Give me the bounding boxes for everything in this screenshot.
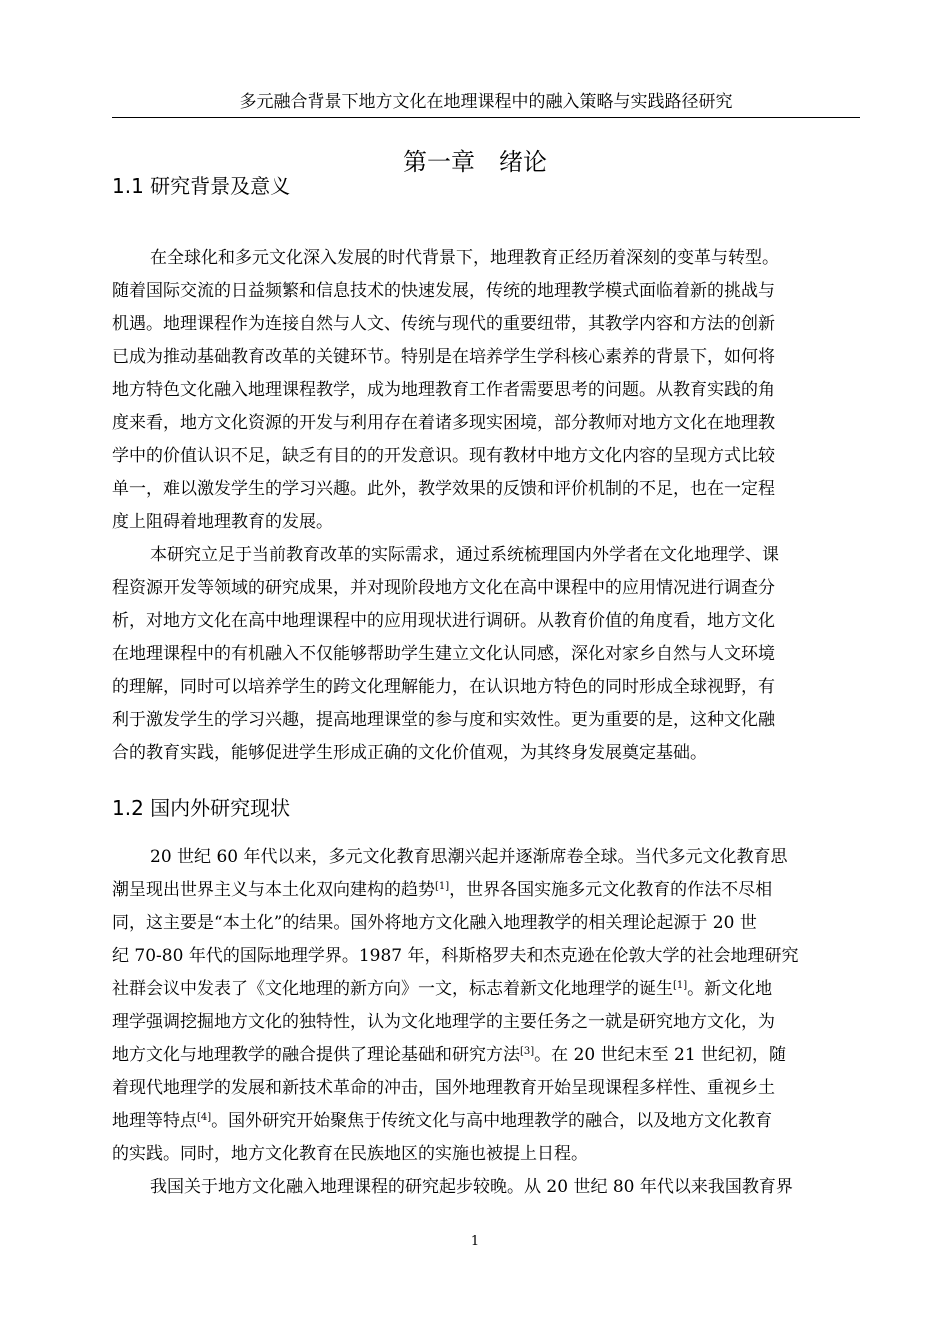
chapter-title: 第一章 绪论 <box>403 148 547 176</box>
text-line: 着现代地理学的发展和新技术革命的冲击，国外地理教育开始呈现课程多样性、重视乡土 <box>112 1078 775 1098</box>
text-line: 的实践。同时，地方文化教育在民族地区的实施也被提上日程。 <box>112 1144 588 1164</box>
citation[interactable]: [1] <box>435 881 450 892</box>
text-line: 单一，难以激发学生的学习兴趣。此外，教学效果的反馈和评价机制的不足，也在一定程 <box>112 479 775 499</box>
text-line: 随着国际交流的日益频繁和信息技术的快速发展，传统的地理教学模式面临着新的挑战与 <box>112 281 775 301</box>
running-header: 多元融合背景下地方文化在地理课程中的融入策略与实践路径研究 <box>112 91 860 118</box>
text-line: 理学强调挖掘地方文化的独特性，认为文化地理学的主要任务之一就是研究地方文化，为 <box>112 1012 775 1032</box>
text-line: 社群会议中发表了《文化地理的新方向》一文，标志着新文化地理学的诞生[1]。新文化地 <box>112 979 773 999</box>
page-number: 1 <box>470 1234 480 1249</box>
text-line: 在地理课程中的有机融入不仅能够帮助学生建立文化认同感，深化对家乡自然与人文环境 <box>112 644 775 664</box>
text-line: 地方文化与地理教学的融合提供了理论基础和研究方法[3]。在 20 世纪末至 21 世纪初，随 <box>112 1045 787 1065</box>
section-1-1-body <box>112 242 860 770</box>
text-line: 在全球化和多元文化深入发展的时代背景下，地理教育正经历着深刻的变革与转型。 <box>150 248 779 268</box>
text-line: 地理等特点[4]。国外研究开始聚焦于传统文化与高中地理教学的融合，以及地方文化教育 <box>112 1111 773 1131</box>
citation[interactable]: [1] <box>673 980 688 991</box>
text-line: 合的教育实践，能够促进学生形成正确的文化价值观，为其终身发展奠定基础。 <box>112 743 707 763</box>
paragraph <box>112 841 860 1171</box>
text-line: 同，这主要是“本土化”的结果。国外将地方文化融入地理教学的相关理论起源于 20 世 <box>112 913 757 933</box>
citation[interactable]: [4] <box>197 1112 212 1123</box>
text-line: 度上阻碍着地理教育的发展。 <box>112 512 333 532</box>
text-line: 析，对地方文化在高中地理课程中的应用现状进行调研。从教育价值的角度看，地方文化 <box>112 611 775 631</box>
paragraph <box>112 242 860 539</box>
section-1-2-body <box>112 841 860 1204</box>
text-line: 利于激发学生的学习兴趣，提高地理课堂的参与度和实效性。更为重要的是，这种文化融 <box>112 710 775 730</box>
text-line: 学中的价值认识不足，缺乏有目的的开发意识。现有教材中地方文化内容的呈现方式比较 <box>112 446 775 466</box>
section-heading-1-1: 1.1 研究背景及意义 <box>112 174 291 198</box>
text-line: 潮呈现出世界主义与本土化双向建构的趋势[1]，世界各国实施多元文化教育的作法不尽相 <box>112 880 773 900</box>
text-line: 度来看，地方文化资源的开发与利用存在着诸多现实困境，部分教师对地方文化在地理教 <box>112 413 775 433</box>
section-heading-1-2: 1.2 国内外研究现状 <box>112 796 291 820</box>
text-line: 20 世纪 60 年代以来，多元文化教育思潮兴起并逐渐席卷全球。当代多元文化教育思 <box>150 847 788 867</box>
paragraph <box>112 1171 860 1204</box>
citation[interactable]: [3] <box>520 1046 535 1057</box>
text-line: 地方特色文化融入地理课程教学，成为地理教育工作者需要思考的问题。从教育实践的角 <box>112 380 775 400</box>
text-line: 我国关于地方文化融入地理课程的研究起步较晚。从 20 世纪 80 年代以来我国教育界 <box>150 1177 793 1197</box>
text-line: 机遇。地理课程作为连接自然与人文、传统与现代的重要纽带，其教学内容和方法的创新 <box>112 314 775 334</box>
text-line: 本研究立足于当前教育改革的实际需求，通过系统梳理国内外学者在文化地理学、课 <box>150 545 779 565</box>
text-line: 的理解，同时可以培养学生的跨文化理解能力，在认识地方特色的同时形成全球视野，有 <box>112 677 775 697</box>
text-line: 已成为推动基础教育改革的关键环节。特别是在培养学生学科核心素养的背景下，如何将 <box>112 347 775 367</box>
paragraph <box>112 539 860 770</box>
text-line: 程资源开发等领域的研究成果，并对现阶段地方文化在高中课程中的应用情况进行调查分 <box>112 578 775 598</box>
text-line: 纪 70-80 年代的国际地理学界。1987 年，科斯格罗夫和杰克逊在伦敦大学的社会地理研究 <box>112 946 799 966</box>
